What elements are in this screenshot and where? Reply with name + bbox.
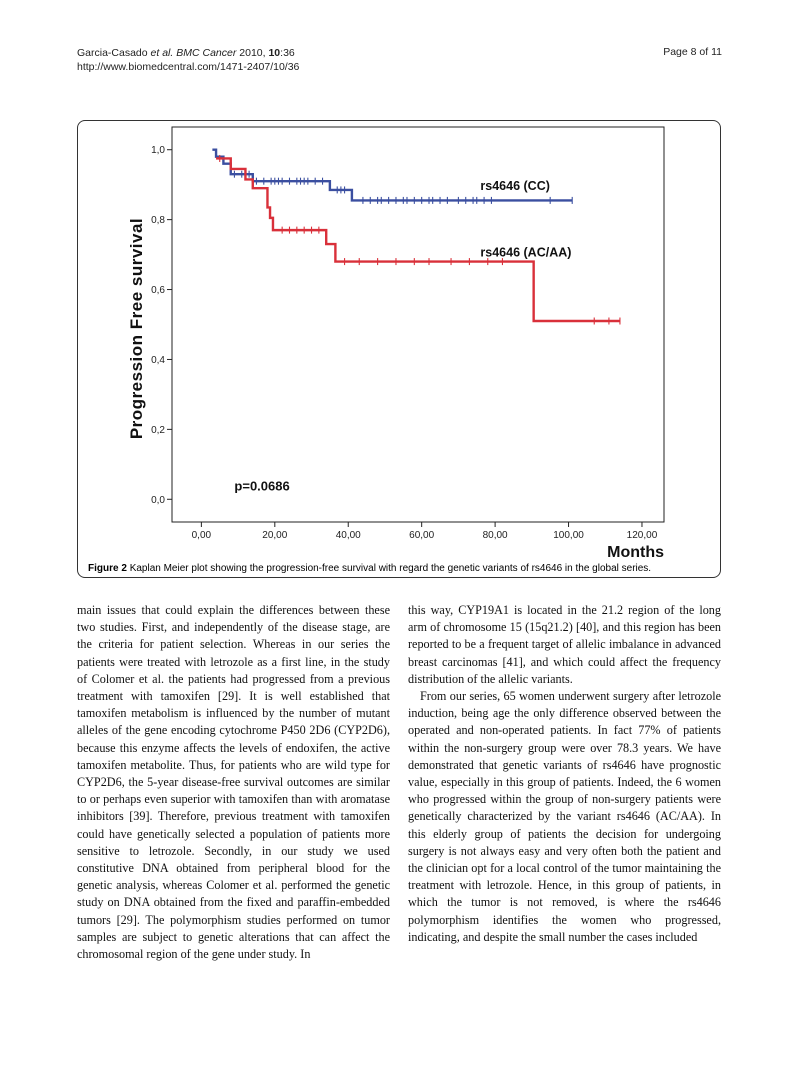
header-volume: 10 — [268, 47, 281, 59]
y-tick-label: 1,0 — [151, 145, 165, 157]
citation-line — [77, 46, 299, 60]
page-number: Page 8 of 11 — [663, 46, 722, 58]
x-tick-label: 60,00 — [409, 530, 435, 541]
figure-caption — [88, 563, 651, 574]
y-tick-label: 0,2 — [151, 424, 165, 436]
y-axis-label: Progression Free survival — [127, 217, 146, 440]
body-column-right — [408, 602, 721, 946]
y-tick-label: 0,8 — [151, 215, 165, 227]
y-tick-label: 0,4 — [151, 354, 165, 366]
running-header — [77, 46, 299, 74]
paragraph: this way, CYP19A1 is located in the 21.2 region of the long arm of chromosome 15 (15q21.2) [40], and this region has been reported to be a frequent target of allelic imbalance in advanced breast carcinomas [41], and which could affect the frequency distribution of the allelic variants. — [408, 603, 721, 686]
x-tick-label: 80,00 — [482, 530, 508, 541]
x-tick-label: 0,00 — [191, 530, 212, 541]
plot-area — [172, 127, 664, 522]
header-authors: Garcia-Casado — [77, 47, 148, 59]
y-tick-label: 0,0 — [151, 494, 165, 506]
p-value-annotation: p=0.0686 — [234, 478, 290, 494]
body-column-left — [77, 602, 390, 963]
x-tick-label: 40,00 — [335, 530, 361, 541]
x-tick-label: 20,00 — [262, 530, 288, 541]
x-tick-label: 120,00 — [626, 530, 658, 541]
header-year: 2010, — [239, 47, 266, 59]
series-label-cc: rs4646 (CC) — [480, 178, 550, 193]
kaplan-meier-chart — [78, 121, 722, 561]
paragraph: main issues that could explain the differences between these two studies. First, and independently of the disease stage, are the criteria for patient selection. Whereas in our series the patients were treated with letrozole as a first line, in the study of Colomer et al. the patients had progressed from a previous treatment with tamoxifen [29]. It is well established that tamoxifen metabolism is influenced by the number of mutant alleles of the gene encoding cytochrome P450 2D6 (CYP2D6), because this enzyme affects the levels of endoxifen, the active tamoxifen metabolite. Thus, for patients who are wild type for CYP2D6, the 5-year disease-free survival outcomes are similar to or perhaps even superior with tamoxifen than with aromatase inhibitors [39]. Therefore, previous treatment with tamoxifen could have genetically selected a population of patients more sensitive to letrozole. Secondly, in our study we used constitutive DNA obtained from peripheral blood for the genetic analysis, whereas Colomer et al. performed the genetic study on DNA obtained from the fixed and paraffin-embedded tumors [29]. The polymorphism studies performed on tumor samples are subject to genetic alterations that can affect the chromosomal region of the gene under study. In — [77, 603, 390, 962]
y-tick-label: 0,6 — [151, 285, 165, 297]
figure-caption-text: Kaplan Meier plot showing the progression-free survival with regard the genetic variants of rs4646 in the global series. — [129, 563, 652, 574]
series-label-ac-aa: rs4646 (AC/AA) — [480, 245, 572, 260]
header-url[interactable]: http://www.biomedcentral.com/1471-2407/10/36 — [77, 61, 300, 73]
figure-label: Figure 2 — [88, 563, 127, 574]
figure-box — [77, 120, 721, 578]
header-journal: BMC Cancer — [176, 47, 237, 59]
x-axis-label: Months — [607, 544, 664, 561]
paragraph: From our series, 65 women underwent surgery after letrozole induction, being age the only difference observed between the operated and non-operated patients. In fact 77% of patients within the non-surgery group were over 78.3 years. We have demonstrated that genetic variants of rs4646 have prognostic value, especially in this group of patients. Indeed, the 6 women who progressed within the group of non-surgery patients were genetically characterized by the variant rs4646 (AC/AA). In this elderly group of patients the decision for undergoing surgery is not always easy and very often both the patient and the clinician opt for a local control of the tumor maintaining the treatment with letrozole. Hence, in this group of patients, in which the tumor is not removed, is where the rs4646 polymorphism identifies the women who progressed, indicating, and despite the small number the cases included — [408, 689, 721, 944]
header-article: :36 — [280, 47, 295, 59]
x-tick-label: 100,00 — [553, 530, 584, 541]
header-etal: et al. — [150, 47, 174, 59]
series-ac-aa-line — [216, 158, 620, 321]
